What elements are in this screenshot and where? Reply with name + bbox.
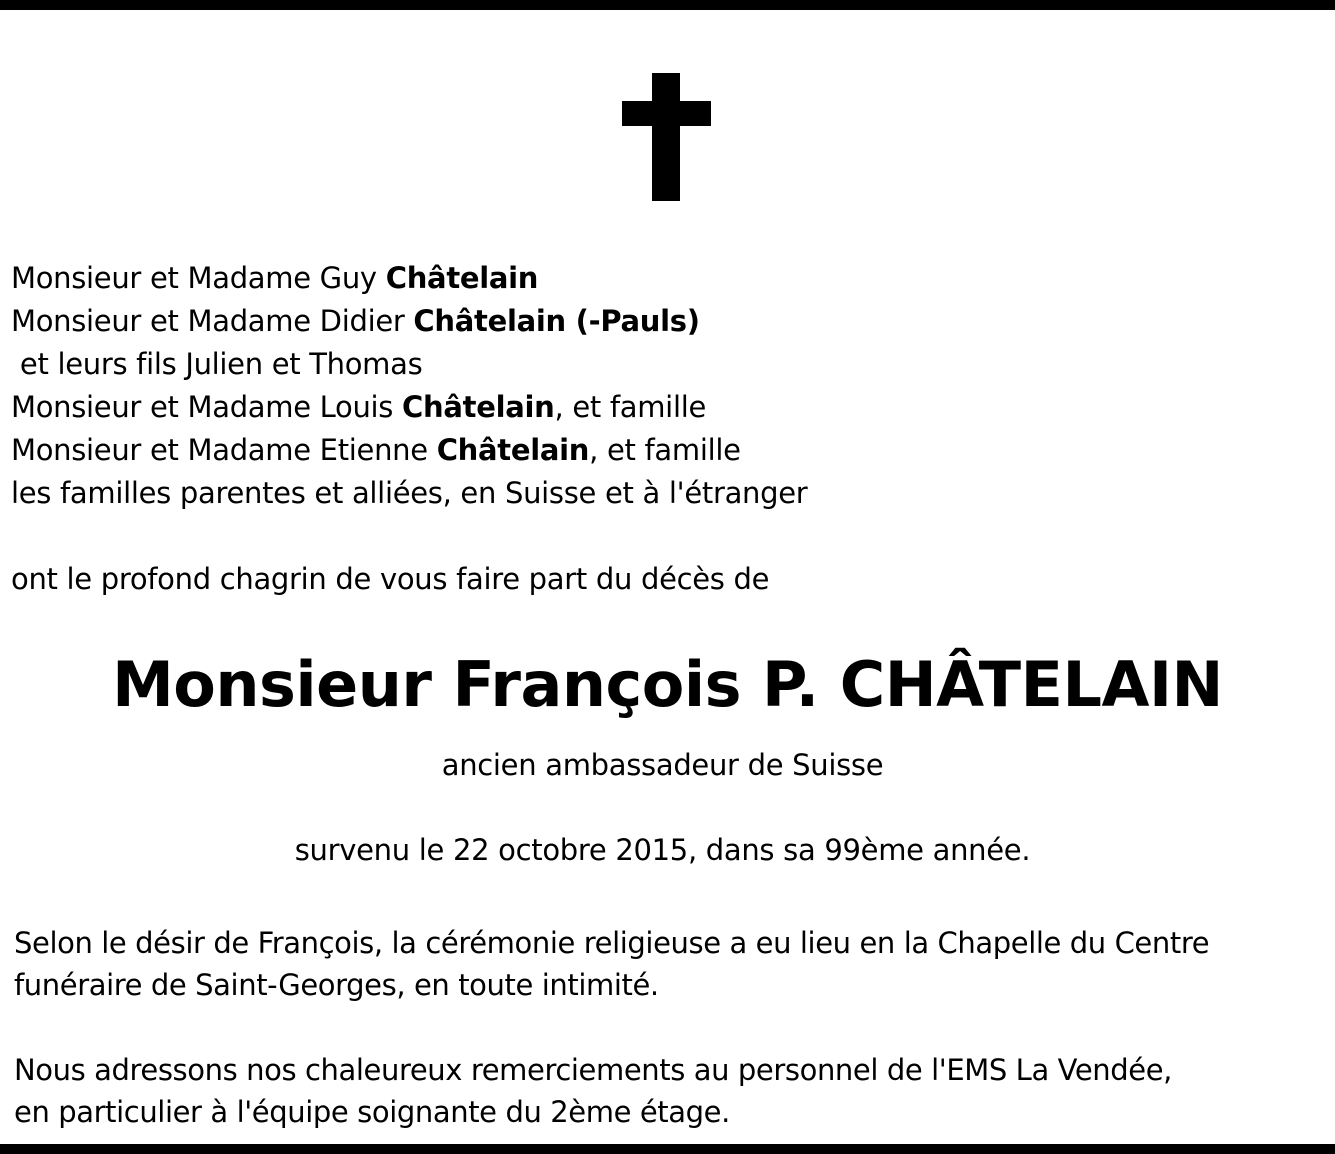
top-border-rule [0,0,1335,10]
deceased-title: ancien ambassadeur de Suisse [441,748,884,782]
family-line: Monsieur et Madame Didier Châtelain (-Pauls) [11,304,700,338]
family-line: les familles parentes et alliées, en Suisse et à l'étranger [11,476,808,510]
thanks-paragraph [14,1049,1172,1133]
latin-cross-icon [622,73,711,201]
paragraph-line: funéraire de Saint-Georges, en toute intimité. [14,968,659,1002]
announcement-intro: ont le profond chagrin de vous faire part du décès de [11,562,770,596]
deceased-name: Monsieur François P. CHÂTELAIN [112,648,1223,721]
family-line: Monsieur et Madame Louis Châtelain, et famille [11,390,706,424]
family-line: Monsieur et Madame Etienne Châtelain, et famille [11,433,741,467]
family-line: Monsieur et Madame Guy Châtelain [11,261,539,295]
paragraph-line: en particulier à l'équipe soignante du 2ème étage. [14,1095,730,1129]
bottom-border-rule [0,1144,1335,1154]
paragraph-line: Nous adressons nos chaleureux remerciements au personnel de l'EMS La Vendée, [14,1053,1172,1087]
paragraph-line: Selon le désir de François, la cérémonie religieuse a eu lieu en la Chapelle du Centre [14,926,1210,960]
family-line: et leurs fils Julien et Thomas [11,347,423,381]
death-date-info: survenu le 22 octobre 2015, dans sa 99ème année. [294,833,1031,867]
ceremony-paragraph [14,922,1209,1006]
family-list [11,257,807,515]
